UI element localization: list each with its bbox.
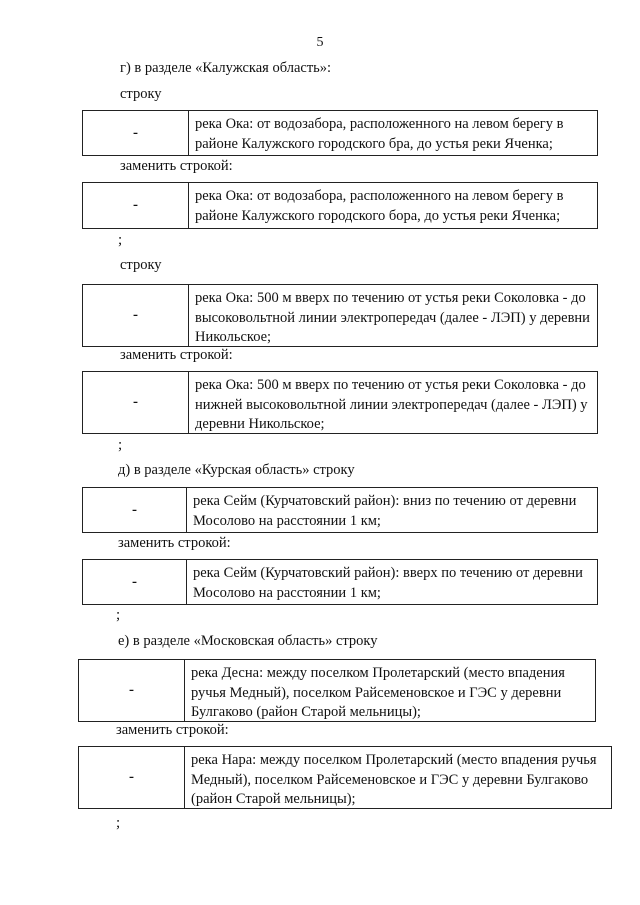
semicolon: ;	[116, 815, 121, 831]
row-text	[187, 488, 597, 532]
row-line: деревни Никольское;	[195, 416, 325, 432]
row-dash: -	[83, 488, 187, 532]
row-line: Никольское;	[195, 329, 272, 345]
row-text	[189, 183, 597, 228]
row-text	[189, 285, 597, 346]
row-line: река Ока: от водозабора, расположенного на левом берегу в	[195, 188, 564, 204]
semicolon: ;	[118, 232, 123, 248]
label-zamenit: заменить строкой:	[116, 722, 229, 738]
row-dash: -	[83, 285, 189, 346]
row-dash: -	[83, 560, 187, 604]
row-line: ручья Медный), поселком Райсеменовское и ГЭС у деревни	[191, 684, 562, 701]
table-row-6	[82, 559, 598, 605]
page-number: 5	[316, 35, 324, 50]
section-heading-moscow: е) в разделе «Московская область» строку	[118, 633, 378, 649]
table-row-2	[82, 182, 598, 229]
table-row-4	[82, 371, 598, 434]
row-dash: -	[83, 183, 189, 228]
label-zamenit: заменить строкой:	[120, 347, 233, 363]
row-line: река Сейм (Курчатовский район): вверх по течению от деревни	[193, 565, 583, 581]
section-heading-kaluga: г) в разделе «Калужская область»:	[120, 60, 332, 76]
row-line: река Десна: между поселком Пролетарский (место впадения	[191, 665, 565, 681]
label-zamenit: заменить строкой:	[120, 158, 233, 174]
row-line: река Нара: между поселком Пролетарский (место впадения ручья	[191, 752, 597, 768]
semicolon: ;	[116, 607, 121, 623]
row-text	[189, 111, 597, 155]
row-dash: -	[79, 747, 185, 808]
semicolon: ;	[118, 437, 123, 453]
row-line: Мосолово на расстоянии 1 км;	[193, 512, 381, 529]
row-text	[185, 747, 611, 808]
row-line: нижней высоковольтной линии электропередач (далее - ЛЭП) у	[195, 396, 588, 413]
table-row-8	[78, 746, 612, 809]
row-line: районе Калужского городского бра, до устья реки Яченка;	[195, 135, 553, 152]
row-text	[185, 660, 595, 721]
row-line: (район Старой мельницы);	[191, 791, 356, 807]
row-line: река Ока: 500 м вверх по течению от устья реки Соколовка - до	[195, 377, 586, 393]
label-stroku: строку	[120, 86, 162, 102]
row-dash: -	[79, 660, 185, 721]
table-row-5	[82, 487, 598, 533]
row-line: Медный), поселком Райсеменовское и ГЭС у деревни Булгаково	[191, 771, 589, 788]
table-row-3	[82, 284, 598, 347]
row-line: высоковольтной линии электропередач (далее - ЛЭП) у деревни	[195, 309, 590, 326]
row-line: Булгаково (район Старой мельницы);	[191, 704, 421, 720]
row-line: районе Калужского городского бора, до устья реки Яченка;	[195, 207, 561, 224]
row-line: река Ока: 500 м вверх по течению от устья реки Соколовка - до	[195, 290, 586, 306]
row-line: река Ока: от водозабора, расположенного на левом берегу в	[195, 116, 564, 132]
label-zamenit: заменить строкой:	[118, 535, 231, 551]
table-row-1	[82, 110, 598, 156]
row-text	[187, 560, 597, 604]
row-text	[189, 372, 597, 433]
table-row-7	[78, 659, 596, 722]
section-heading-kursk: д) в разделе «Курская область» строку	[118, 462, 355, 478]
row-dash: -	[83, 111, 189, 155]
row-dash: -	[83, 372, 189, 433]
label-stroku: строку	[120, 257, 162, 273]
row-line: Мосолово на расстоянии 1 км;	[193, 584, 381, 601]
row-line: река Сейм (Курчатовский район): вниз по течению от деревни	[193, 493, 577, 509]
